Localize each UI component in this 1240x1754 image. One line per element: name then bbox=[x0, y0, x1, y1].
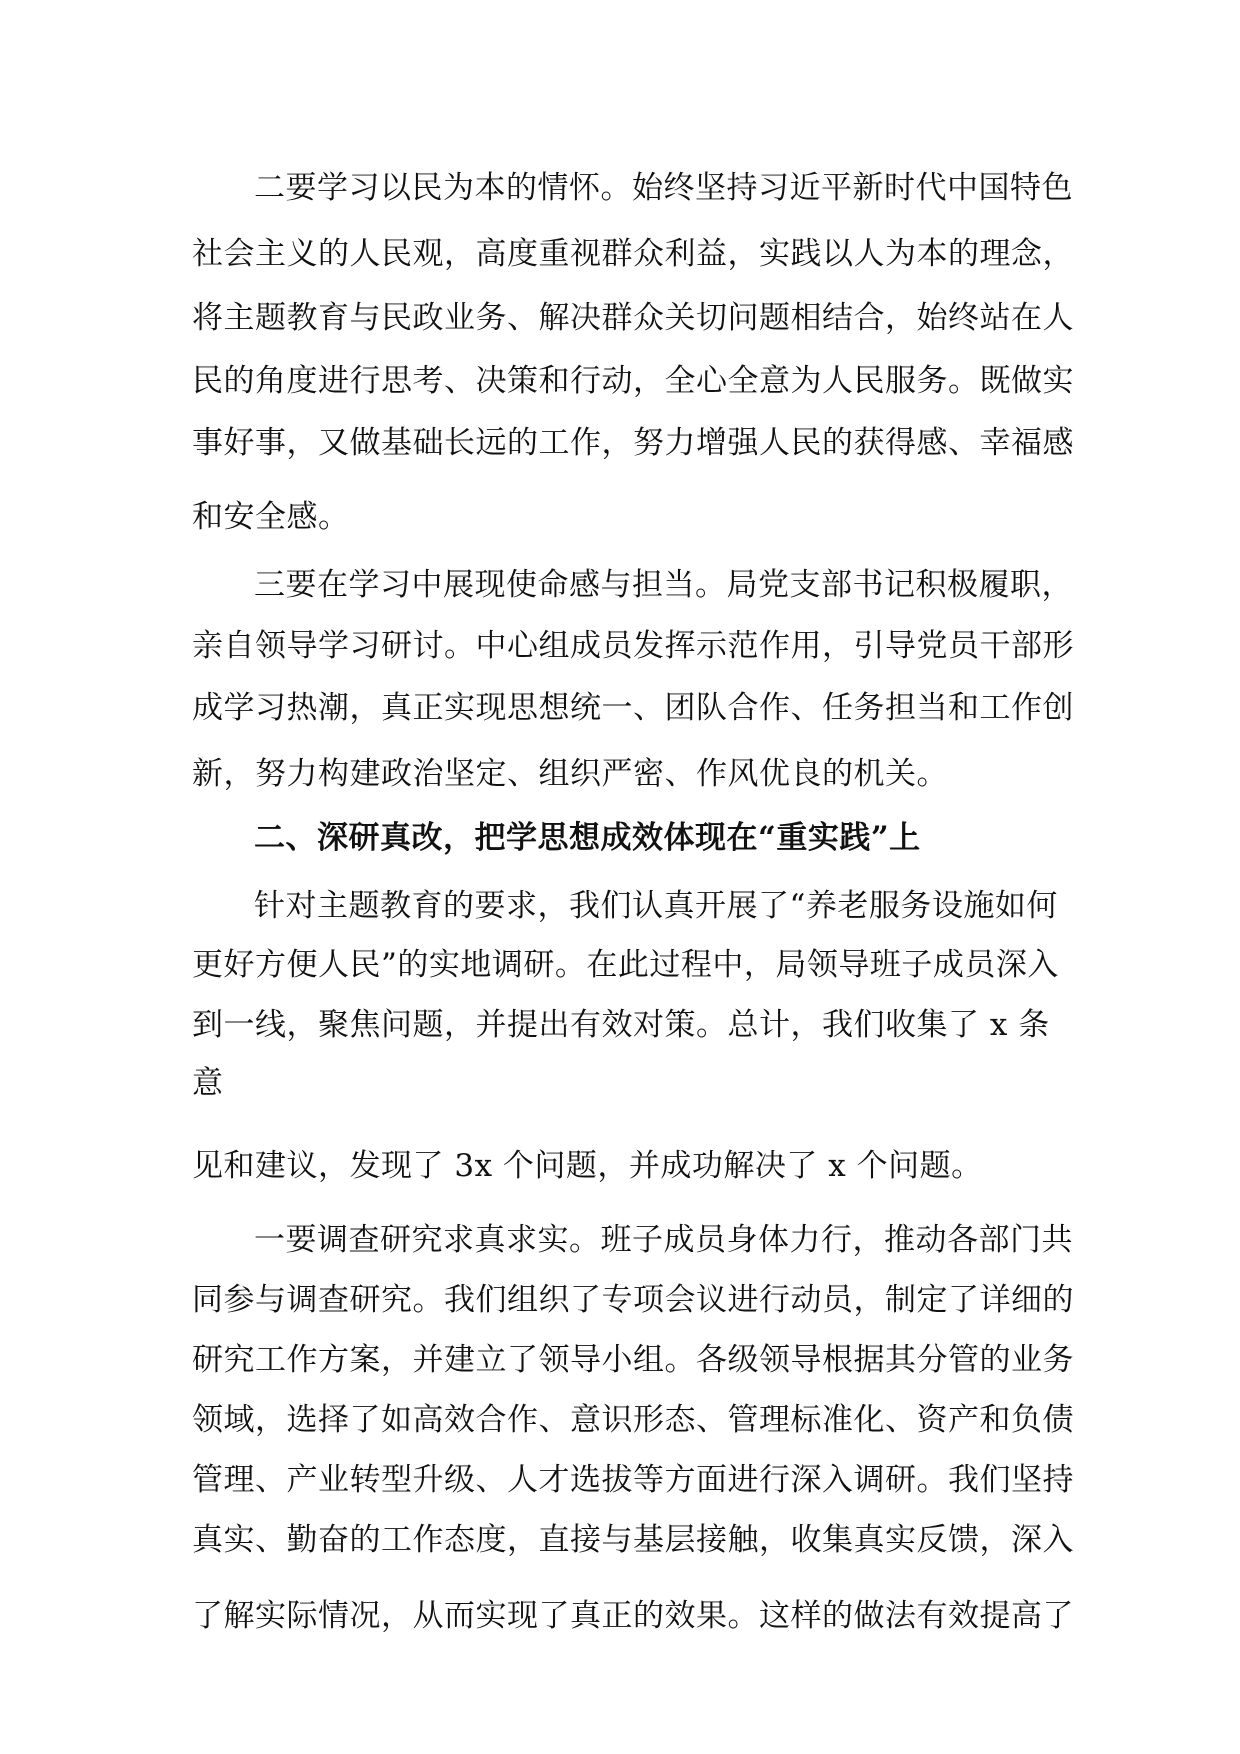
paragraph-line: 二要学习以民为本的情怀。始终坚持习近平新时代中国特色 bbox=[254, 170, 1073, 206]
paragraph-line: 了解实际情况，从而实现了真正的效果。这样的做法有效提高了 bbox=[192, 1598, 1074, 1634]
paragraph-line: 研究工作方案，并建立了领导小组。各级领导根据其分管的业务 bbox=[192, 1342, 1074, 1378]
paragraph-line: 同参与调查研究。我们组织了专项会议进行动员，制定了详细的 bbox=[192, 1282, 1074, 1318]
paragraph-line: 将主题教育与民政业务、解决群众关切问题相结合，始终站在人 bbox=[192, 300, 1074, 336]
paragraph-line: 到一线，聚焦问题，并提出有效对策。总计，我们收集了 x 条 bbox=[192, 1007, 1050, 1043]
paragraph-line: 领域，选择了如高效合作、意识形态、管理标准化、资产和负债 bbox=[192, 1402, 1074, 1438]
paragraph-line: 新，努力构建政治坚定、组织严密、作风优良的机关。 bbox=[192, 756, 948, 792]
paragraph-line: 成学习热潮，真正实现思想统一、团队合作、任务担当和工作创 bbox=[192, 690, 1074, 726]
section-heading: 二、深研真改，把学思想成效体现在“重实践”上 bbox=[254, 820, 921, 856]
paragraph-line: 亲自领导学习研讨。中心组成员发挥示范作用，引导党员干部形 bbox=[192, 628, 1074, 664]
paragraph-line: 三要在学习中展现使命感与担当。局党支部书记积极履职， bbox=[254, 567, 1073, 603]
paragraph-line: 一要调查研究求真求实。班子成员身体力行，推动各部门共 bbox=[254, 1222, 1073, 1258]
paragraph-line: 针对主题教育的要求，我们认真开展了“养老服务设施如何 bbox=[254, 888, 1058, 924]
paragraph-line: 更好方便人民”的实地调研。在此过程中，局领导班子成员深入 bbox=[192, 947, 1059, 983]
paragraph-line: 见和建议，发现了 3x 个问题，并成功解决了 x 个问题。 bbox=[192, 1148, 983, 1184]
paragraph-line: 社会主义的人民观，高度重视群众利益，实践以人为本的理念， bbox=[192, 236, 1074, 272]
paragraph-line: 民的角度进行思考、决策和行动，全心全意为人民服务。既做实 bbox=[192, 363, 1074, 399]
paragraph-line: 意 bbox=[192, 1065, 224, 1101]
paragraph-line: 管理、产业转型升级、人才选拔等方面进行深入调研。我们坚持 bbox=[192, 1462, 1074, 1498]
paragraph-line: 事好事，又做基础长远的工作，努力增强人民的获得感、幸福感 bbox=[192, 425, 1074, 461]
paragraph-line: 真实、勤奋的工作态度，直接与基层接触，收集真实反馈，深入 bbox=[192, 1522, 1074, 1558]
paragraph-line: 和安全感。 bbox=[192, 499, 350, 535]
